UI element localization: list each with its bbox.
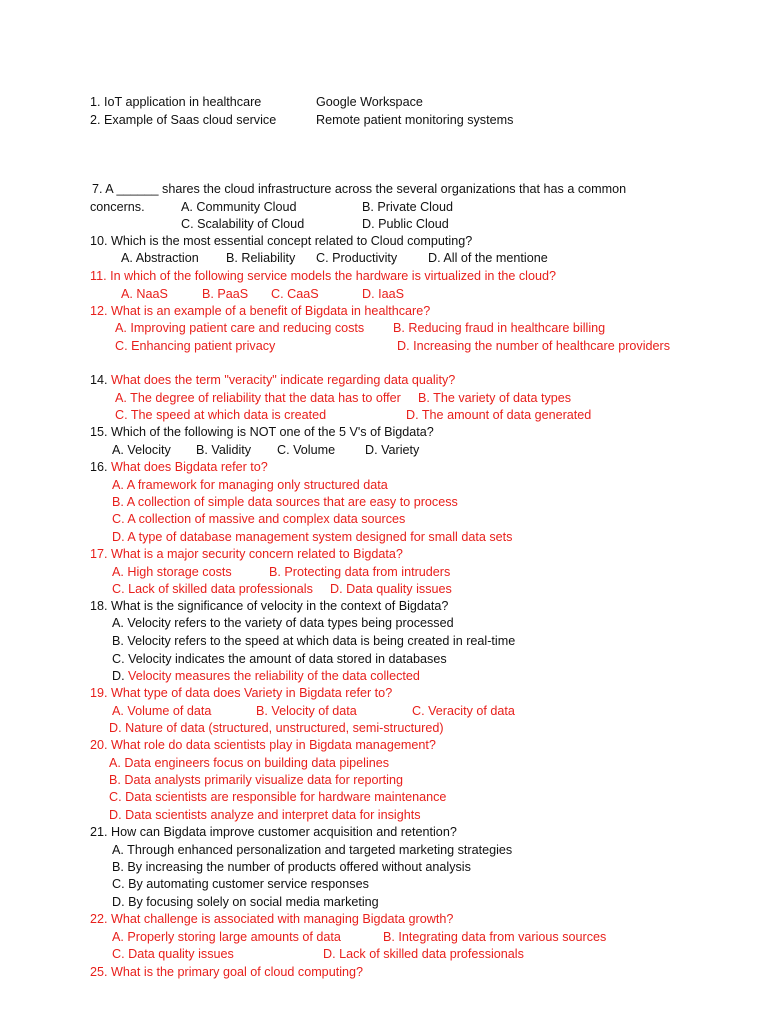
match-left-1: 1. IoT application in healthcare [90,95,262,109]
q12-option-c: C. Enhancing patient privacy [115,339,276,353]
q12-option-b: B. Reducing fraud in healthcare billing [393,321,606,335]
question-25: 25. What is the primary goal of cloud computing? [90,965,364,979]
q10-option-b: B. Reliability [226,251,296,265]
q18-option-b: B. Velocity refers to the speed at which data is being created in real-time [112,634,516,648]
q22-option-d: D. Lack of skilled data professionals [323,947,524,961]
q10-option-c: C. Productivity [316,251,398,265]
q7-option-c: C. Scalability of Cloud [181,217,305,231]
q10-option-d: D. All of the mentione [428,251,548,265]
q19-option-a: A. Volume of data [112,704,212,718]
q15-option-b: B. Validity [196,443,252,457]
q14-option-c: C. The speed at which data is created [115,408,327,422]
q17-option-c: C. Lack of skilled data professionals [112,582,313,596]
q17-option-a: A. High storage costs [112,565,232,579]
q21-option-a: A. Through enhanced personalization and targeted marketing strategies [112,843,513,857]
q15-option-a: A. Velocity [112,443,171,457]
q16-option-d: D. A type of database management system designed for small data sets [112,530,513,544]
question-22: 22. What challenge is associated with managing Bigdata growth? [90,912,454,926]
q20-option-c: C. Data scientists are responsible for hardware maintenance [109,790,447,804]
q20-option-b: B. Data analysts primarily visualize data for reporting [109,773,403,787]
question-12: 12. What is an example of a benefit of Bigdata in healthcare? [90,304,431,318]
q18-option-d-label: D. [112,669,125,683]
q20-option-d: D. Data scientists analyze and interpret data for insights [109,808,421,822]
q16-option-c: C. A collection of massive and complex data sources [112,512,406,526]
q21-option-c: C. By automating customer service responses [112,877,369,891]
q11-option-a: A. NaaS [121,287,168,301]
question-10: 10. Which is the most essential concept related to Cloud computing? [90,234,473,248]
question-11: 11. In which of the following service models the hardware is virtualized in the cloud? [90,269,556,283]
q15-option-d: D. Variety [365,443,420,457]
question-19: 19. What type of data does Variety in Bigdata refer to? [90,686,393,700]
question-17: 17. What is a major security concern related to Bigdata? [90,547,403,561]
q21-option-d: D. By focusing solely on social media marketing [112,895,379,909]
q16-option-a: A. A framework for managing only structured data [112,478,388,492]
match-left-2: 2. Example of Saas cloud service [90,113,277,127]
q18-option-d: Velocity measures the reliability of the data collected [128,669,420,683]
match-right-1: Google Workspace [316,95,423,109]
question-14-number: 14. [90,373,108,387]
question-15: 15. Which of the following is NOT one of the 5 V's of Bigdata? [90,425,434,439]
q11-option-b: B. PaaS [202,287,249,301]
question-14: What does the term "veracity" indicate regarding data quality? [111,373,456,387]
q11-option-c: C. CaaS [271,287,319,301]
q18-option-a: A. Velocity refers to the variety of data types being processed [112,616,454,630]
q22-option-b: B. Integrating data from various sources [383,930,607,944]
q12-option-d: D. Increasing the number of healthcare providers [397,339,671,353]
question-21: 21. How can Bigdata improve customer acquisition and retention? [90,825,457,839]
q17-option-b: B. Protecting data from intruders [269,565,451,579]
question-20: 20. What role do data scientists play in Bigdata management? [90,738,436,752]
question-18: 18. What is the significance of velocity in the context of Bigdata? [90,599,449,613]
q15-option-c: C. Volume [277,443,336,457]
q21-option-b: B. By increasing the number of products offered without analysis [112,860,471,874]
question-7: 7. A ______ shares the cloud infrastructure across the several organizations that has a common [92,182,627,196]
q7-option-d: D. Public Cloud [362,217,449,231]
question-7-cont: concerns. [90,200,145,214]
q17-option-d: D. Data quality issues [330,582,452,596]
q7-option-a: A. Community Cloud [181,200,297,214]
q19-option-c: C. Veracity of data [412,704,515,718]
match-right-2: Remote patient monitoring systems [316,113,514,127]
q10-option-a: A. Abstraction [121,251,199,265]
q18-option-c: C. Velocity indicates the amount of data stored in databases [112,652,447,666]
q19-option-b: B. Velocity of data [256,704,357,718]
question-16-number: 16. [90,460,108,474]
q22-option-c: C. Data quality issues [112,947,234,961]
q20-option-a: A. Data engineers focus on building data pipelines [109,756,390,770]
q7-option-b: B. Private Cloud [362,200,453,214]
q11-option-d: D. IaaS [362,287,404,301]
q12-option-a: A. Improving patient care and reducing costs [115,321,365,335]
question-16: What does Bigdata refer to? [111,460,268,474]
q22-option-a: A. Properly storing large amounts of data [112,930,341,944]
q14-option-d: D. The amount of data generated [406,408,592,422]
q16-option-b: B. A collection of simple data sources that are easy to process [112,495,458,509]
q19-option-d: D. Nature of data (structured, unstructured, semi-structured) [109,721,444,735]
q14-option-b: B. The variety of data types [418,391,572,405]
q14-option-a: A. The degree of reliability that the data has to offer [115,391,401,405]
